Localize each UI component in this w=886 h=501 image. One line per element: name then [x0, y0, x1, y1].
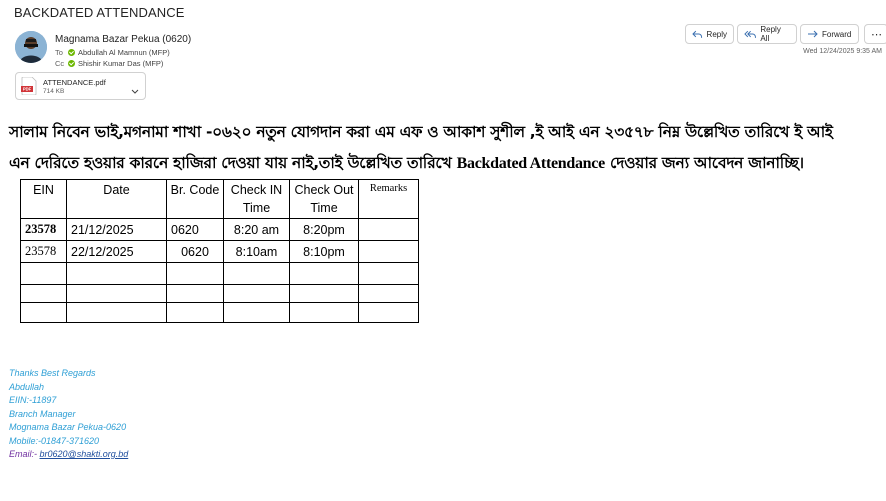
message-actions	[685, 24, 886, 44]
message-line-1: সালাম নিবেন ভাই,মগনামা শাখা -০৬২০ নতুন যোগদান করা এম এফ ও আকাশ সুশীল ,ই আই এন ২৩৫৭৮ নিম্ন উল্লেখিত তারিখে ই আই	[9, 123, 833, 141]
cell-date	[67, 263, 167, 285]
cc-label: Cc	[55, 59, 65, 68]
forward-button[interactable]	[800, 24, 859, 44]
email-signature	[9, 367, 128, 462]
received-date: Wed 12/24/2025 9:35 AM	[803, 48, 882, 55]
cell-br-code	[167, 285, 224, 303]
cell-remarks	[359, 219, 419, 241]
reply-all-icon	[744, 30, 756, 39]
signature-name: Abdullah	[9, 381, 45, 392]
message-backdated-attendance: Backdated Attendance	[456, 155, 605, 172]
attachment-size: 714 KB	[43, 87, 65, 95]
presence-available-icon	[68, 49, 75, 56]
signature-eiin: EIIN:-11897	[9, 395, 57, 405]
header-check-in: Check IN Time	[224, 180, 290, 219]
presence-available-icon	[68, 60, 75, 67]
cell-date: 21/12/2025	[67, 219, 167, 241]
cell-check-out	[290, 285, 359, 303]
cell-remarks	[359, 285, 419, 303]
cell-br-code: 0620	[167, 241, 224, 263]
attendance-table	[20, 179, 419, 323]
cell-ein	[21, 285, 67, 303]
header-br-code: Br. Code	[167, 180, 224, 219]
forward-icon	[807, 30, 818, 39]
cell-date	[67, 303, 167, 323]
header-ein: EIN	[21, 180, 67, 219]
cell-check-in	[224, 303, 290, 323]
cell-remarks	[359, 241, 419, 263]
chevron-down-icon[interactable]	[131, 82, 139, 100]
reply-icon	[692, 30, 703, 39]
attachment-name: ATTENDANCE.pdf	[43, 77, 106, 87]
signature-branch: Mognama Bazar Pekua-0620	[9, 422, 127, 432]
signature-title: Branch Manager	[9, 408, 76, 419]
reply-all-button[interactable]	[737, 24, 797, 44]
cell-check-out: 8:10pm	[290, 241, 359, 263]
cell-check-in	[224, 263, 290, 285]
attachment-card[interactable]	[15, 72, 146, 100]
sender-name[interactable]: Magnama Bazar Pekua (0620)	[55, 34, 192, 45]
more-icon: ⋯	[871, 28, 881, 41]
message-line-2-end: দেওয়ার জন্য আবেদন জানাচ্ছি।	[610, 154, 804, 172]
cell-check-in: 8:10am	[224, 241, 290, 263]
message-line-2	[9, 148, 886, 179]
table-row	[21, 263, 419, 285]
signature-email-link[interactable]: br0620@shakti.org.bd	[39, 449, 129, 459]
cell-ein	[21, 303, 67, 323]
header-check-out: Check Out Time	[290, 180, 359, 219]
signature-email-row	[9, 448, 128, 462]
cell-ein: 23578	[21, 219, 67, 241]
cell-br-code: 0620	[167, 219, 224, 241]
reply-label: Reply	[706, 29, 727, 39]
cell-remarks	[359, 303, 419, 323]
table-row	[21, 285, 419, 303]
forward-label: Forward	[822, 29, 852, 39]
cc-recipient[interactable]: Shishir Kumar Das (MFP)	[78, 59, 164, 68]
to-label: To	[55, 48, 63, 57]
cell-check-out	[290, 303, 359, 323]
more-actions-button[interactable]	[864, 24, 886, 44]
table-row	[21, 303, 419, 323]
header-remarks: Remarks	[359, 180, 419, 219]
cell-remarks	[359, 263, 419, 285]
cell-date: 22/12/2025	[67, 241, 167, 263]
message-line-2-start: এন দেরিতে হওয়ার কারনে হাজিরা দেওয়া যায় নাই,তাই উল্লেখিত তারিখে	[9, 154, 452, 172]
table-row	[21, 241, 419, 263]
header-date: Date	[67, 180, 167, 219]
cell-check-out	[290, 263, 359, 285]
signature-mobile: Mobile:-01847-371620	[9, 435, 100, 446]
signature-closing: Thanks Best Regards	[9, 368, 96, 378]
reply-button[interactable]	[685, 24, 734, 44]
cell-check-in	[224, 285, 290, 303]
cell-check-in: 8:20 am	[224, 219, 290, 241]
reply-all-label: Reply All	[760, 25, 781, 43]
email-subject: BACKDATED ATTENDANCE	[14, 5, 185, 20]
cell-ein	[21, 263, 67, 285]
pdf-badge: PDF	[22, 86, 32, 92]
cell-check-out: 8:20pm	[290, 219, 359, 241]
to-recipient[interactable]: Abdullah Al Mamnun (MFP)	[78, 48, 170, 57]
avatar-photo-icon	[15, 31, 47, 63]
cell-br-code	[167, 263, 224, 285]
table-row	[21, 219, 419, 241]
message-body	[9, 117, 886, 179]
pdf-file-icon	[21, 77, 37, 95]
signature-email-label: Email:-	[9, 449, 38, 459]
cc-recipient-row	[55, 59, 163, 68]
to-recipient-row	[55, 48, 170, 57]
sender-avatar[interactable]	[15, 31, 47, 63]
cell-br-code	[167, 303, 224, 323]
table-header-row	[21, 180, 419, 219]
cell-ein: 23578	[21, 241, 67, 263]
cell-date	[67, 285, 167, 303]
